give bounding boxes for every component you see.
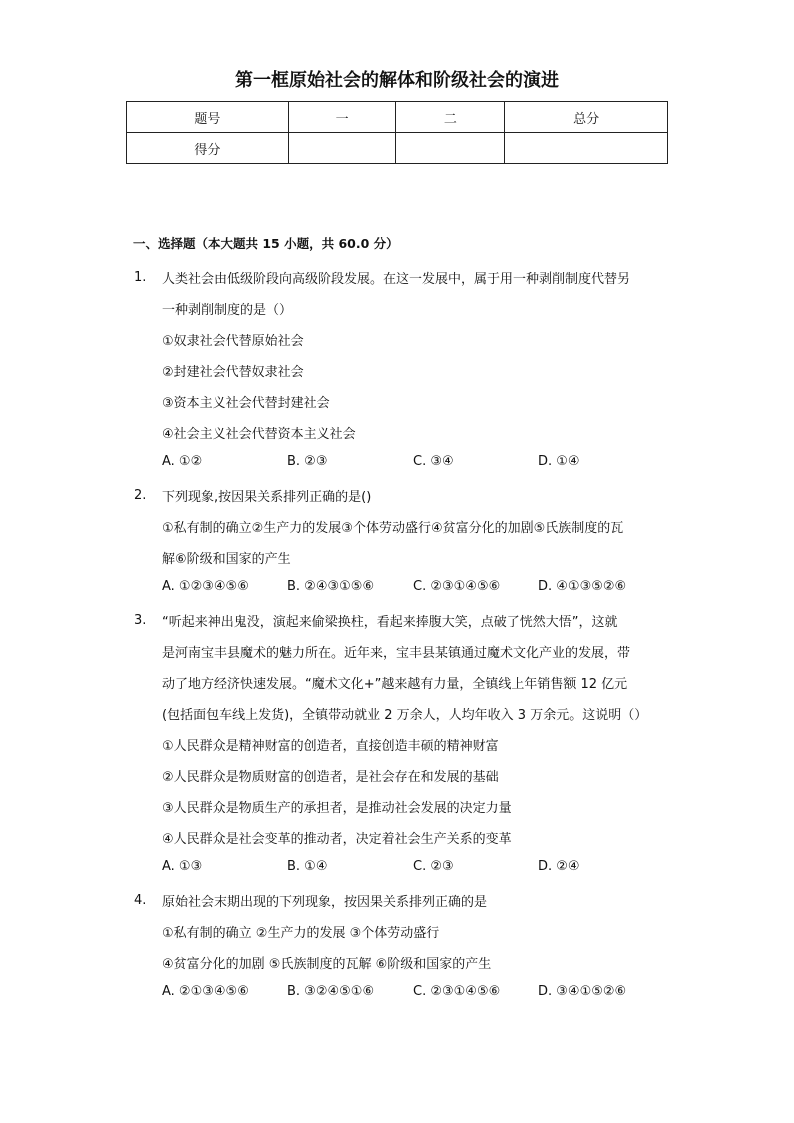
option-d[interactable]: D. ④①③⑤②⑥ [538,579,627,594]
option-b[interactable]: B. ②④③①⑤⑥ [287,579,375,594]
score-table [126,101,668,164]
question-text: “听起来神出鬼没，演起来偷梁换柱，看起来捧腹大笑，点破了恍然大悟”，这就 [162,615,618,630]
score-table-score-row [127,133,668,164]
option-d[interactable]: D. ③④①⑤②⑥ [538,984,627,999]
score-header-cell: 总分 [505,102,668,133]
section-heading: 一、选择题（本大题共 15 小题，共 60.0 分） [133,236,399,251]
question-statement: ①人民群众是精神财富的创造者，直接创造丰硕的精神财富 [162,739,499,754]
option-c[interactable]: C. ②③①④⑤⑥ [413,579,501,594]
option-c[interactable]: C. ③④ [413,454,454,469]
option-b[interactable]: B. ①④ [287,859,328,874]
option-a[interactable]: A. ①②③④⑤⑥ [162,579,249,594]
question-text: 人类社会由低级阶段向高级阶段发展。在这一发展中，属于用一种剥削制度代替另 [162,272,631,287]
question-statement: 解⑥阶级和国家的产生 [162,552,291,567]
score-cell[interactable] [396,133,505,164]
question-number: 3. [134,613,147,628]
question-statement: ④贫富分化的加剧 ⑤氏族制度的瓦解 ⑥阶级和国家的产生 [162,957,492,972]
page-title: 第一框原始社会的解体和阶级社会的演进 [235,70,559,91]
option-d[interactable]: D. ①④ [538,454,580,469]
score-table-header-row [127,102,668,133]
score-header-cell: 一 [288,102,396,133]
option-a[interactable]: A. ①③ [162,859,203,874]
question-text: 原始社会末期出现的下列现象，按因果关系排列正确的是 [162,895,488,910]
question-statement: ①私有制的确立②生产力的发展③个体劳动盛行④贫富分化的加剧⑤氏族制度的瓦 [162,521,624,536]
score-header-cell: 二 [396,102,505,133]
option-c[interactable]: C. ②③①④⑤⑥ [413,984,501,999]
question-statement: ④人民群众是社会变革的推动者，决定着社会生产关系的变革 [162,832,512,847]
question-text: 下列现象,按因果关系排列正确的是() [162,490,372,505]
option-a[interactable]: A. ②①③④⑤⑥ [162,984,249,999]
question-number: 1. [134,270,147,285]
question-text: 是河南宝丰县魔术的魅力所在。近年来，宝丰县某镇通过魔术文化产业的发展，带 [162,646,631,661]
question-statement: ④社会主义社会代替资本主义社会 [162,427,356,442]
question-statement: ②人民群众是物质财富的创造者，是社会存在和发展的基础 [162,770,499,785]
score-header-cell: 题号 [127,102,289,133]
question-statement: ①私有制的确立 ②生产力的发展 ③个体劳动盛行 [162,926,440,941]
question-number: 2. [134,488,147,503]
option-a[interactable]: A. ①② [162,454,203,469]
score-cell[interactable] [505,133,668,164]
score-cell[interactable] [288,133,396,164]
question-statement: ①奴隶社会代替原始社会 [162,334,304,349]
question-statement: ③人民群众是物质生产的承担者，是推动社会发展的决定力量 [162,801,512,816]
question-text: 一种剥削制度的是（） [162,303,293,318]
question-number: 4. [134,893,147,908]
option-d[interactable]: D. ②④ [538,859,580,874]
question-statement: ③资本主义社会代替封建社会 [162,396,330,411]
question-text: 动了地方经济快速发展。“魔术文化+”越来越有力量，全镇线上年销售额 12 亿元 [162,677,628,692]
option-b[interactable]: B. ②③ [287,454,328,469]
option-c[interactable]: C. ②③ [413,859,454,874]
score-row-label: 得分 [127,133,289,164]
question-text: (包括面包车线上发货)，全镇带动就业 2 万余人，人均年收入 3 万余元。这说明（） [162,708,648,723]
option-b[interactable]: B. ③②④⑤①⑥ [287,984,375,999]
question-statement: ②封建社会代替奴隶社会 [162,365,304,380]
